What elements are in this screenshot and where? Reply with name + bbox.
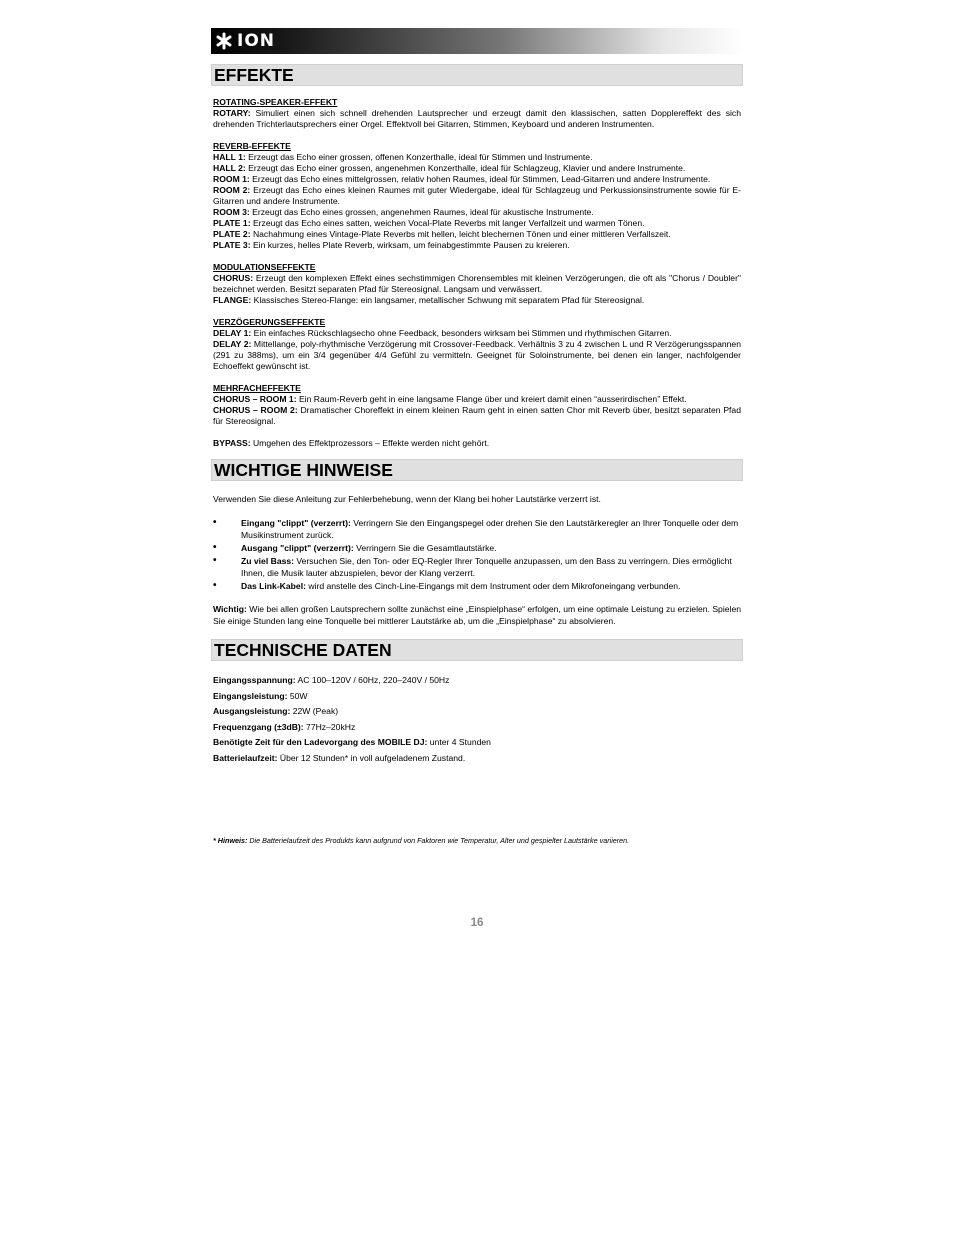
paragraph-delay1 (213, 328, 741, 339)
paragraph-room2 (213, 185, 741, 207)
section-title-technik: TECHNISCHE DATEN (211, 639, 743, 661)
term-text: Erzeugt das Echo eines kleinen Raumes mit guter Wiedergabe, ideal für Schlagzeug und Perkussionsinstrumente sowie für E-Gitarren und andere Instrumente. (213, 185, 742, 206)
term-label: Das Link-Kabel: (241, 581, 306, 591)
term-text: Ein Raum-Reverb geht in eine langsame Flange über und kreiert damit einen “ausserirdischen” Effekt. (296, 394, 687, 404)
paragraph-flange (213, 295, 741, 306)
term-label: PLATE 3: (213, 240, 251, 250)
spec-value: 77Hz–20kHz (303, 721, 356, 732)
spec-label: Benötigte Zeit für den Ladevorgang des MOBILE DJ: (213, 737, 428, 747)
asterisk-icon (215, 32, 233, 50)
paragraph-plate1 (213, 218, 741, 229)
spec-label: Batterielaufzeit: (213, 752, 278, 763)
term-text: Mittellange, poly-rhythmische Verzögerung mit Crossover-Feedback. Verhältnis 3 zu 4 zwischen L und R Verzögerungsspannen (291 zu 388ms), um ein 3/4 gegenüber 4/4 Gefühl zu vermitteln. Geeignet für Soloinstrumente, bei denen ein langer, nachfolgender Echoeffekt gewünscht ist. (213, 339, 741, 371)
logo-text: ION (237, 31, 276, 51)
subheading-modulation: MODULATIONSEFFEKTE (213, 262, 316, 272)
term-label: CHORUS – ROOM 2: (213, 405, 298, 415)
hinweise-intro: Verwenden Sie diese Anleitung zur Fehlerbehebung, wenn der Klang bei hoher Lautstärke verzerrt ist. (213, 494, 601, 504)
term-text: Verringern Sie den Eingangspegel oder drehen Sie den Lautstärkeregler an Ihrer Tonquelle oder dem Musikinstrument zurück. (241, 518, 739, 540)
spec-row (213, 751, 741, 767)
paragraph-plate3 (213, 240, 741, 251)
paragraph-room3 (213, 207, 741, 218)
subheading-delay: VERZÖGERUNGSEFFEKTE (213, 317, 326, 327)
term-text: Klassisches Stereo-Flange: ein langsamer, metallischer Schwung mit separatem Pfad für Stereosignal. (251, 295, 645, 305)
term-text: Nachahmung eines Vintage-Plate Reverbs mit hellen, leicht blechernen Tönen und einer mittleren Verfallszeit. (250, 229, 671, 239)
header-bar (211, 28, 743, 54)
term-label: DELAY 1: (213, 328, 252, 338)
paragraph-chorus-room2 (213, 405, 741, 427)
term-label: CHORUS – ROOM 1: (213, 394, 297, 404)
footnote (213, 836, 743, 846)
paragraph-hall1 (213, 152, 741, 163)
effekte-content (211, 97, 743, 449)
term-text: Umgehen des Effektprozessors – Effekte werden nicht gehört. (250, 438, 490, 448)
spec-row (213, 735, 741, 751)
term-label: Ausgang "clippt" (verzerrt): (241, 543, 354, 553)
list-item (213, 517, 741, 541)
bullet-icon: • (213, 542, 217, 553)
term-text: Simuliert einen sich schnell drehenden Lautsprecher und erzeugt damit den klassischen, satten Dopplereffekt des sich drehenden Trichterlautsprechers einer Orgel. Effektvoll bei Gitarren, Stimmen, Keyboard und anderen Instrumenten. (213, 108, 741, 129)
footnote-text: Die Batterielaufzeit des Produkts kann aufgrund von Faktoren wie Temperatur, Alter und gespielter Lautstärke variieren. (247, 836, 630, 845)
term-text: Erzeugt das Echo einer grossen, angenehmen Konzerthalle, ideal für Schlagzeug, Klavier und andere Instrumente. (245, 163, 686, 173)
section-title-hinweise: WICHTIGE HINWEISE (211, 459, 743, 481)
bullet-icon: • (213, 517, 217, 528)
paragraph-delay2 (213, 339, 741, 372)
spec-label: Frequenzgang (±3dB): (213, 721, 304, 732)
term-label: PLATE 1: (213, 218, 251, 228)
term-label: ROOM 3: (213, 207, 250, 217)
spec-list (211, 673, 743, 766)
term-label: ROOM 2: (213, 185, 251, 195)
list-item (213, 542, 741, 554)
list-item (213, 555, 741, 579)
ion-logo (215, 31, 275, 51)
paragraph-hall2 (213, 163, 741, 174)
paragraph-chorus (213, 273, 741, 295)
spec-label: Eingangsleistung: (213, 690, 288, 701)
paragraph-plate2 (213, 229, 741, 240)
bullet-icon: • (213, 580, 217, 591)
manual-page (211, 28, 743, 766)
spec-value: Über 12 Stunden* in voll aufgeladenem Zustand. (277, 752, 466, 763)
term-text: wird anstelle des Cinch-Line-Eingangs mit dem Instrument oder dem Mikrofoneingang verbunden. (305, 581, 681, 591)
paragraph-bypass (213, 438, 741, 449)
spec-row (213, 673, 741, 689)
spec-row (213, 689, 741, 705)
term-label: Wichtig: (213, 604, 247, 614)
term-text: Versuchen Sie, den Ton- oder EQ-Regler Ihrer Tonquelle anzupassen, um den Bass zu verringern. Dies ermöglicht Ihnen, die Musik lauter abzuspielen, bevor der Klang verzerrt. (241, 556, 732, 578)
list-item (213, 580, 741, 592)
spec-value: unter 4 Stunden (427, 737, 491, 747)
page-number: 16 (470, 917, 484, 929)
term-text: Ein einfaches Rückschlagsecho ohne Feedback, besonders wirksam bei Stimmen und rhythmischen Gitarren. (251, 328, 672, 338)
paragraph-room1 (213, 174, 741, 185)
term-text: Erzeugt den komplexen Effekt eines sechstimmigen Chorensembles mit kleinen Verzögerungen, die oft als "Chorus / Doubler" bezeichnet werden. Besitzt separaten Pfad für Stereosignal. Langsam und verwässert. (213, 273, 741, 294)
term-label: HALL 1: (213, 152, 246, 162)
subheading-reverb: REVERB-EFFEKTE (213, 141, 291, 151)
term-text: Erzeugt das Echo einer grossen, offenen Konzerthalle, ideal für Stimmen und Instrumente. (245, 152, 593, 162)
term-label: DELAY 2: (213, 339, 252, 349)
term-label: CHORUS: (213, 273, 254, 283)
spec-value: 22W (Peak) (290, 706, 339, 716)
section-title-effekte: EFFEKTE (211, 64, 743, 86)
term-text: Erzeugt das Echo eines mittelgrossen, relativ hohen Raumes, ideal für Stimmen, Lead-Gitarren und andere Instrumente. (249, 174, 711, 184)
bullet-icon: • (213, 555, 217, 566)
hinweise-list (211, 517, 743, 592)
spec-label: Ausgangsleistung: (213, 706, 291, 716)
term-label: ROTARY: (213, 108, 251, 118)
term-text: Dramatischer Choreffekt in einem kleinen Raum geht in einen satten Chor mit Reverb über, besitzt separaten Pfad für Stereosignal. (213, 405, 741, 426)
subheading-multi: MEHRFACHEFFEKTE (213, 383, 301, 393)
term-label: FLANGE: (213, 295, 252, 305)
paragraph-rotary (213, 108, 741, 130)
term-label: ROOM 1: (213, 174, 250, 184)
term-label: BYPASS: (213, 438, 251, 448)
term-label: PLATE 2: (213, 229, 251, 239)
important-note (211, 604, 743, 627)
term-text: Erzeugt das Echo eines grossen, angenehmen Raumes, ideal für akustische Instrumente. (249, 207, 594, 217)
subheading-rotating: ROTATING-SPEAKER-EFFEKT (213, 97, 338, 107)
term-text: Wie bei allen großen Lautsprechern sollte zunächst eine „Einspielphase“ erfolgen, um eine optimale Leistung zu erzielen. Spielen Sie einige Stunden lang eine Tonquelle bei mittlerer Lautstärke ab, um die „Einspielphase“ zu absolvieren. (213, 604, 741, 626)
term-text: Erzeugt das Echo eines satten, weichen Vocal-Plate Reverbs mit langer Verfallzeit und warmen Tönen. (250, 218, 645, 228)
paragraph-chorus-room1 (213, 394, 741, 405)
term-text: Ein kurzes, helles Plate Reverb, wirksam, um feinabgestimmte Pausen zu kreieren. (250, 240, 570, 250)
term-label: HALL 2: (213, 163, 246, 173)
term-text: Verringern Sie die Gesamtlautstärke. (353, 543, 497, 553)
spec-row (213, 720, 741, 736)
spec-value: AC 100–120V / 60Hz, 220–240V / 50Hz (295, 675, 450, 685)
spec-label: Eingangsspannung: (213, 675, 296, 685)
footnote-label: * Hinweis: (213, 836, 248, 845)
spec-value: 50W (287, 690, 308, 701)
term-label: Zu viel Bass: (241, 556, 295, 566)
term-label: Eingang "clippt" (verzerrt): (241, 518, 351, 528)
spec-row (213, 704, 741, 720)
